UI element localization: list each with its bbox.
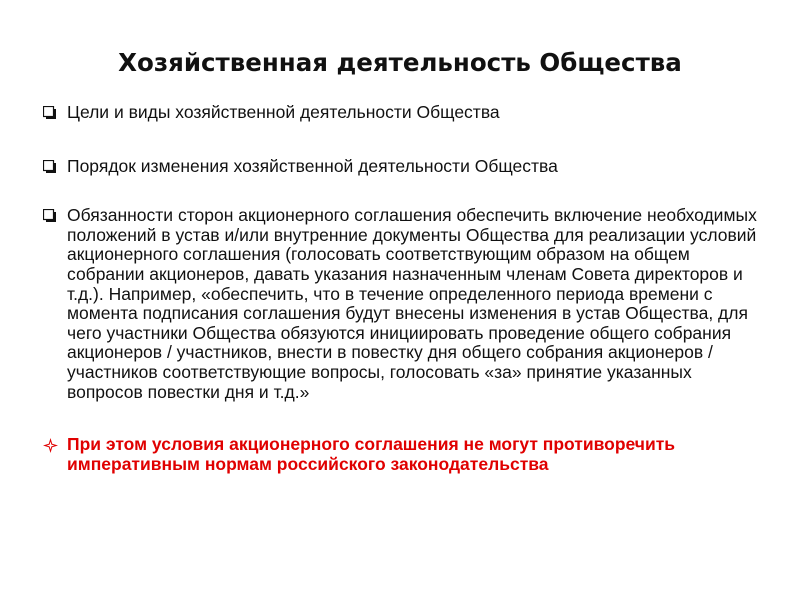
bullet-item-change-order bbox=[40, 157, 770, 177]
square-checkbox-icon bbox=[43, 209, 58, 224]
square-checkbox-icon bbox=[43, 106, 58, 121]
diamond-star-icon bbox=[43, 438, 58, 453]
slide-title: Хозяйственная деятельность Общества bbox=[118, 48, 682, 77]
bullet-text: Цели и виды хозяйственной деятельности Общества bbox=[67, 102, 500, 122]
bullet-item-goals bbox=[40, 103, 770, 123]
bullet-text: При этом условия акционерного соглашения не могут противоречить императивным нормам российского законодательства bbox=[67, 434, 676, 474]
bullet-list bbox=[40, 103, 770, 474]
bullet-text: Обязанности сторон акционерного соглашения обеспечить включение необходимых положений в устав и/или внутренние документы Общества для реализации условий акционерного соглашения (голосовать соответствующим образом на общем собрании акционеров, давать указания назначенным членам Совета директоров и т.д.). Например, «обеспечить, что в течение определенного периода времени с момента подписания соглашения будут внесены изменения в устав Общества, для чего участники Общества обязуются инициировать проведение общего собрания акционеров / участников, внести в повестку дня общего собрания акционеров / участников соответствующие вопросы, голосовать «за» принятие указанных вопросов повестки дня и т.д.» bbox=[67, 205, 757, 402]
bullet-text: Порядок изменения хозяйственной деятельности Общества bbox=[67, 155, 558, 176]
square-checkbox-icon bbox=[43, 160, 58, 175]
bullet-item-restriction bbox=[40, 435, 770, 474]
bullet-item-obligations bbox=[40, 206, 770, 402]
